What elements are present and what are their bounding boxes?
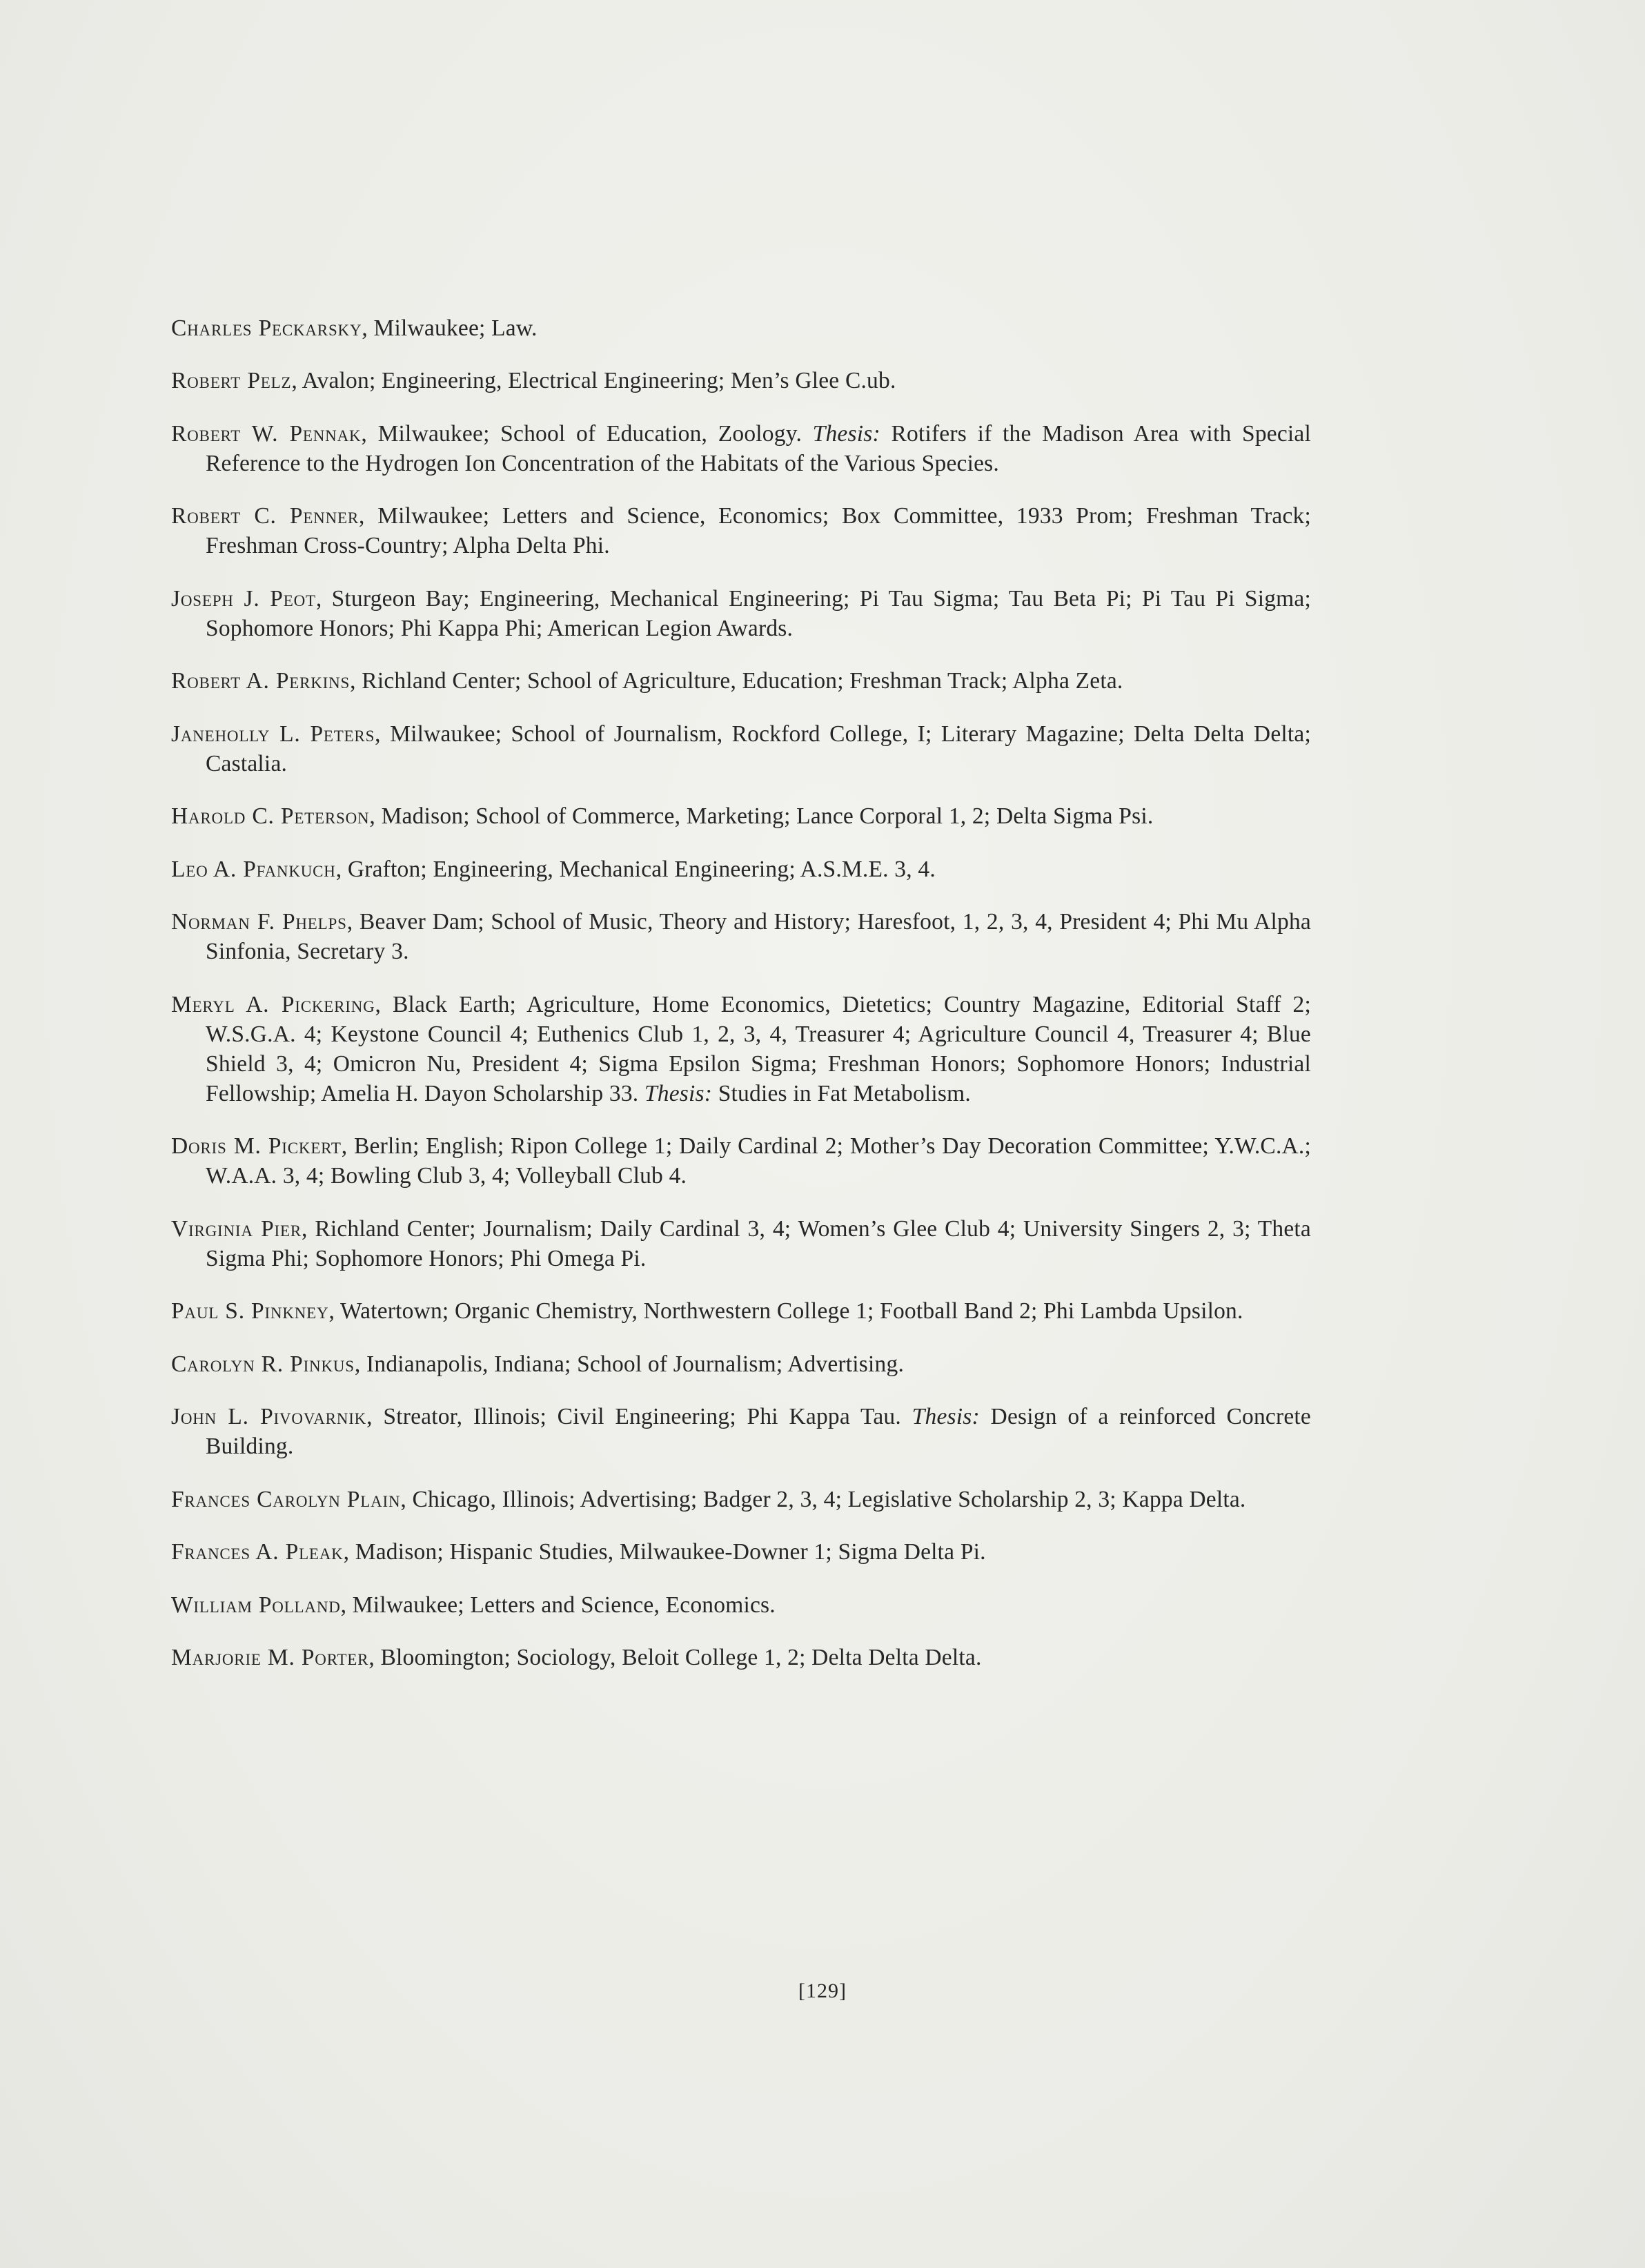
entry-name: Meryl A. Pickering [171, 991, 375, 1017]
entry-virginia-pier [171, 1214, 1311, 1273]
entry-name: Doris M. Pickert [171, 1133, 342, 1159]
entry-details: , Bloomington; Sociology, Beloit College 1, 2; Delta Delta Delta. [368, 1645, 982, 1670]
entry-charles-peckarsky [171, 313, 1311, 343]
entry-name: Carolyn R. Pinkus [171, 1351, 355, 1377]
entry-name: John L. Pivovarnik [171, 1404, 367, 1429]
entry-robert-pennak [171, 419, 1311, 478]
entry-leo-pfankuch [171, 854, 1311, 884]
entry-details: , Milwaukee; Law. [362, 315, 538, 341]
entry-details: , Berlin; English; Ripon College 1; Daily Cardinal 2; Mother’s Day Decoration Committee; Y.W.C.A.; W.A.A. 3, 4; Bowling Club 3, 4; Volleyball Club 4. [206, 1133, 1311, 1189]
entry-robert-pelz [171, 366, 1311, 395]
page-number: [129] [798, 1979, 847, 2002]
thesis-title: Design of a reinforced Concrete Building. [206, 1404, 1311, 1459]
entry-details: , Richland Center; Journalism; Daily Cardinal 3, 4; Women’s Glee Club 4; University Singers 2, 3; Theta Sigma Phi; Sophomore Honors; Phi Omega Pi. [206, 1215, 1312, 1271]
entry-doris-pickert [171, 1131, 1311, 1191]
entry-harold-peterson [171, 801, 1311, 831]
entry-norman-phelps [171, 907, 1311, 966]
entry-name: Robert Pelz [171, 368, 292, 393]
entry-name: Robert W. Pennak [171, 420, 362, 447]
entry-details: , Madison; Hispanic Studies, Milwaukee-Downer 1; Sigma Delta Pi. [343, 1539, 986, 1565]
entry-william-polland [171, 1590, 1311, 1620]
entry-list [171, 290, 1311, 1688]
entry-details: , Milwaukee; School of Education, Zoology. [361, 420, 813, 447]
entry-details: , Madison; School of Commerce, Marketing; Lance Corporal 1, 2; Delta Sigma Psi. [369, 803, 1154, 829]
entry-details: , Milwaukee; Letters and Science, Economics. [340, 1592, 776, 1618]
entry-details: , Milwaukee; Letters and Science, Economics; Box Committee, 1933 Prom; Freshman Track; Freshman Cross-Country; Alpha Delta Phi. [206, 503, 1311, 558]
entry-janeholly-peters [171, 719, 1311, 779]
entry-name: Harold C. Peterson [171, 803, 370, 829]
entry-meryl-pickering [171, 990, 1311, 1108]
entry-name: Janeholly L. Peters [171, 721, 375, 747]
entry-name: Joseph J. Peot [171, 585, 316, 612]
entry-name: Paul S. Pinkney [171, 1298, 329, 1324]
entry-name: Marjorie M. Porter [171, 1645, 369, 1670]
entry-robert-perkins [171, 666, 1311, 696]
entry-name: William Polland [171, 1592, 341, 1618]
entry-john-pivovarnik [171, 1402, 1311, 1461]
entry-details: , Indianapolis, Indiana; School of Journalism; Advertising. [354, 1351, 905, 1377]
entry-name: Norman F. Phelps [171, 909, 347, 935]
entry-name: Robert A. Perkins [171, 668, 351, 694]
entry-details: , Sturgeon Bay; Engineering, Mechanical Engineering; Pi Tau Sigma; Tau Beta Pi; Pi Tau Pi Sigma; Sophomore Honors; Phi Kappa Phi; American Legion Awards. [206, 585, 1311, 641]
entry-details: , Grafton; Engineering, Mechanical Engineering; A.S.M.E. 3, 4. [335, 856, 936, 882]
thesis-label: Thesis: [644, 1080, 713, 1106]
thesis-title: Studies in Fat Metabolism. [712, 1080, 971, 1106]
entry-name: Leo A. Pfankuch [171, 856, 336, 882]
entry-name: Virginia Pier [171, 1215, 302, 1242]
entry-robert-penner [171, 501, 1311, 560]
entry-frances-carolyn-plain [171, 1485, 1311, 1514]
entry-name: Frances A. Pleak [171, 1539, 344, 1565]
entry-name: Robert C. Penner [171, 503, 359, 529]
entry-details: , Beaver Dam; School of Music, Theory and History; Haresfoot, 1, 2, 3, 4, President 4; Phi Mu Alpha Sinfonia, Secretary 3. [206, 909, 1311, 964]
entry-details: , Streator, Illinois; Civil Engineering; Phi Kappa Tau. [366, 1404, 912, 1429]
entry-details: , Black Earth; Agriculture, Home Economics, Dietetics; Country Magazine, Editorial Staff 2; W.S.G.A. 4; Keystone Council 4; Euthenics Club 1, 2, 3, 4, Treasurer 4; Agriculture Council 4, Treasurer 4; Blue Shield 3, 4; Omicron Nu, President 4; Sigma Epsilon Sigma; Freshman Honors; Sophomore Honors; Industrial Fellowship; Amelia H. Dayon Scholarship 33. [206, 991, 1311, 1106]
entry-joseph-peot [171, 584, 1311, 643]
entry-marjorie-porter [171, 1643, 1311, 1672]
entry-name: Charles Peckarsky [171, 315, 362, 341]
entry-name: Frances Carolyn Plain [171, 1486, 401, 1512]
entry-details: , Watertown; Organic Chemistry, Northwestern College 1; Football Band 2; Phi Lambda Upsilon. [328, 1298, 1243, 1324]
thesis-label: Thesis: [812, 420, 880, 447]
entry-paul-pinkney [171, 1296, 1311, 1326]
entry-carolyn-pinkus [171, 1349, 1311, 1379]
thesis-label: Thesis: [912, 1404, 980, 1429]
entry-details: , Milwaukee; School of Journalism, Rockford College, I; Literary Magazine; Delta Delta Delta; Castalia. [206, 721, 1311, 776]
entry-details: , Avalon; Engineering, Electrical Engineering; Men’s Glee C.ub. [291, 368, 896, 393]
entry-details: , Richland Center; School of Agriculture, Education; Freshman Track; Alpha Zeta. [350, 668, 1123, 694]
entry-details: , Chicago, Illinois; Advertising; Badger 2, 3, 4; Legislative Scholarship 2, 3; Kappa Delta. [400, 1486, 1246, 1512]
entry-frances-pleak [171, 1537, 1311, 1567]
thesis-title: Rotifers if the Madison Area with Special Reference to the Hydrogen Ion Concentration of the Habitats of the Various Species. [206, 420, 1311, 476]
